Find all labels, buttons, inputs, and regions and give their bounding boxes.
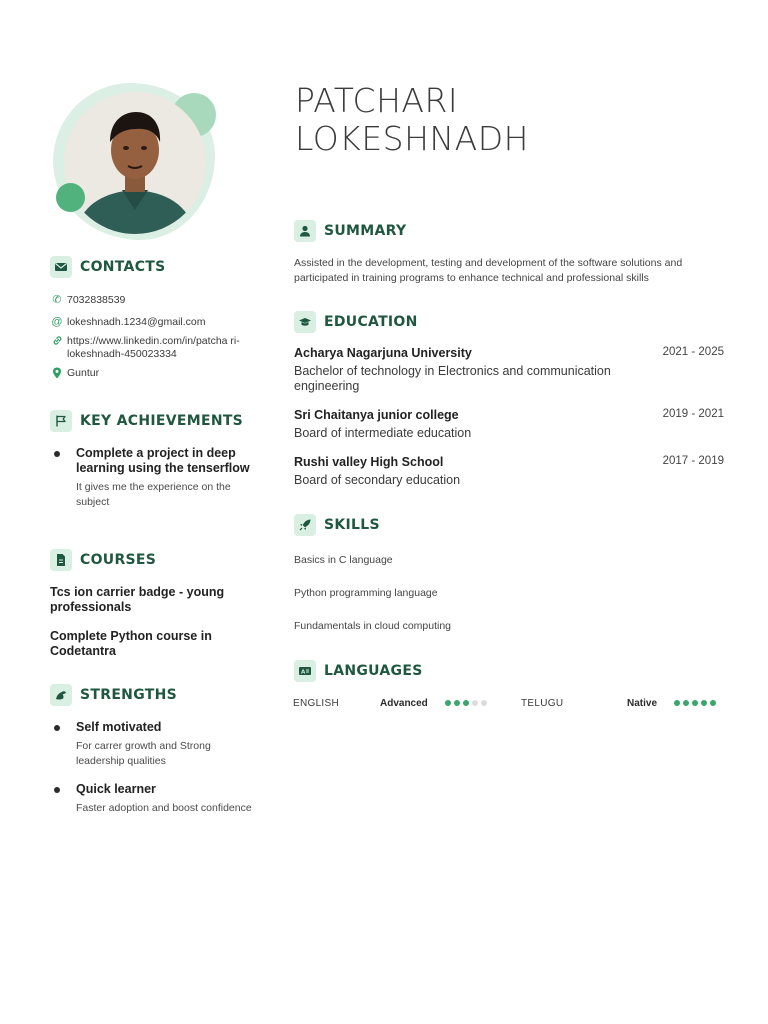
envelope-icon <box>50 256 72 278</box>
contact-linkedin[interactable] <box>51 335 261 361</box>
strengths-title: STRENGTHS <box>80 687 177 703</box>
rating-dot-filled <box>454 700 460 706</box>
bullet-dot <box>54 725 60 731</box>
language-level: Advanced <box>380 698 428 709</box>
at-icon: @ <box>51 316 63 328</box>
language-rating <box>445 700 490 706</box>
skill-item: Fundamentals in cloud computing <box>294 620 452 632</box>
achievements-title: KEY ACHIEVEMENTS <box>80 413 244 429</box>
courses-header <box>50 549 156 571</box>
summary-header <box>294 220 406 242</box>
achievement-desc: It gives me the experience on the subject <box>76 481 231 508</box>
courses-title: COURSES <box>80 552 157 568</box>
achievements-header <box>50 410 243 432</box>
education-degree: Board of intermediate education <box>294 426 472 440</box>
arm-strength-icon <box>50 684 72 706</box>
skill-item: Python programming language <box>294 587 438 599</box>
location-pin-icon <box>51 367 63 383</box>
education-item <box>294 455 724 488</box>
language-rating <box>674 700 719 706</box>
skill-item: Basics in C language <box>294 554 393 566</box>
education-title: EDUCATION <box>324 314 418 330</box>
bullet-dot <box>54 451 60 457</box>
contacts-header <box>50 256 166 278</box>
rating-dot-empty <box>472 700 478 706</box>
languages-header <box>294 660 423 682</box>
document-icon <box>50 549 72 571</box>
achievement-item <box>54 446 254 510</box>
school-name: Acharya Nagarjuna University <box>294 346 472 360</box>
profile-photo-illustration <box>64 92 206 234</box>
languages-row <box>293 698 723 712</box>
language-card-icon <box>294 660 316 682</box>
rating-dot-empty <box>481 700 487 706</box>
rating-dot-filled <box>683 700 689 706</box>
skills-header <box>294 514 380 536</box>
education-header <box>294 311 418 333</box>
svg-text:A: A <box>301 669 306 676</box>
language-name: ENGLISH <box>293 698 340 709</box>
phone-text: 7032838539 <box>67 294 126 306</box>
strength-title: Quick learner <box>76 782 156 796</box>
strength-desc: For carrer growth and Strong leadership qualities <box>76 740 211 767</box>
education-years: 2021 - 2025 <box>662 346 724 358</box>
rating-dot-filled <box>701 700 707 706</box>
candidate-name <box>295 82 529 158</box>
linkedin-text: https://www.linkedin.com/in/patcha ri-lokeshnadh-450023334 <box>67 335 240 360</box>
flag-icon <box>50 410 72 432</box>
avatar <box>64 92 206 234</box>
strength-desc: Faster adoption and boost confidence <box>76 802 252 814</box>
rating-dot-filled <box>463 700 469 706</box>
school-name: Rushi valley High School <box>294 455 444 469</box>
email-text: lokeshnadh.1234@gmail.com <box>67 316 206 328</box>
achievement-title: Complete a project in deep learning using the tenserflow <box>76 446 250 475</box>
strengths-header <box>50 684 177 706</box>
education-years: 2019 - 2021 <box>662 408 724 420</box>
strength-item <box>54 720 254 769</box>
school-name: Sri Chaitanya junior college <box>294 408 459 422</box>
rocket-icon <box>294 514 316 536</box>
contact-phone <box>51 294 125 307</box>
summary-text: Assisted in the development, testing and development of the software solutions and participated in training programs to enhance technical and professional skills <box>294 257 683 284</box>
skills-title: SKILLS <box>324 517 380 533</box>
graduation-cap-icon <box>294 311 316 333</box>
last-name: LOKESHNADH <box>295 119 529 158</box>
education-years: 2017 - 2019 <box>662 455 724 467</box>
strength-item <box>54 782 254 816</box>
education-degree: Bachelor of technology in Electronics and communication engineering <box>294 364 611 393</box>
rating-dot-filled <box>710 700 716 706</box>
person-icon <box>294 220 316 242</box>
education-degree: Board of secondary education <box>294 473 461 487</box>
bullet-dot <box>54 787 60 793</box>
contact-location <box>51 367 99 383</box>
contact-email[interactable] <box>51 316 206 329</box>
contacts-title: CONTACTS <box>80 259 166 275</box>
summary-title: SUMMARY <box>324 223 407 239</box>
photo-accent-dot <box>56 183 85 212</box>
first-name: PATCHARI <box>295 81 459 120</box>
language-level: Native <box>627 698 658 709</box>
phone-icon: ✆ <box>52 294 62 306</box>
languages-title: LANGUAGES <box>324 663 423 679</box>
rating-dot-filled <box>692 700 698 706</box>
location-text: Guntur <box>67 367 100 379</box>
education-item <box>294 408 724 441</box>
course-item: Complete Python course in Codetantra <box>50 629 212 658</box>
rating-dot-filled <box>445 700 451 706</box>
course-item: Tcs ion carrier badge - young professionals <box>50 585 225 614</box>
link-icon <box>51 335 63 350</box>
language-name: TELUGU <box>521 698 564 709</box>
rating-dot-filled <box>674 700 680 706</box>
education-item <box>294 346 724 394</box>
strength-title: Self motivated <box>76 720 162 734</box>
